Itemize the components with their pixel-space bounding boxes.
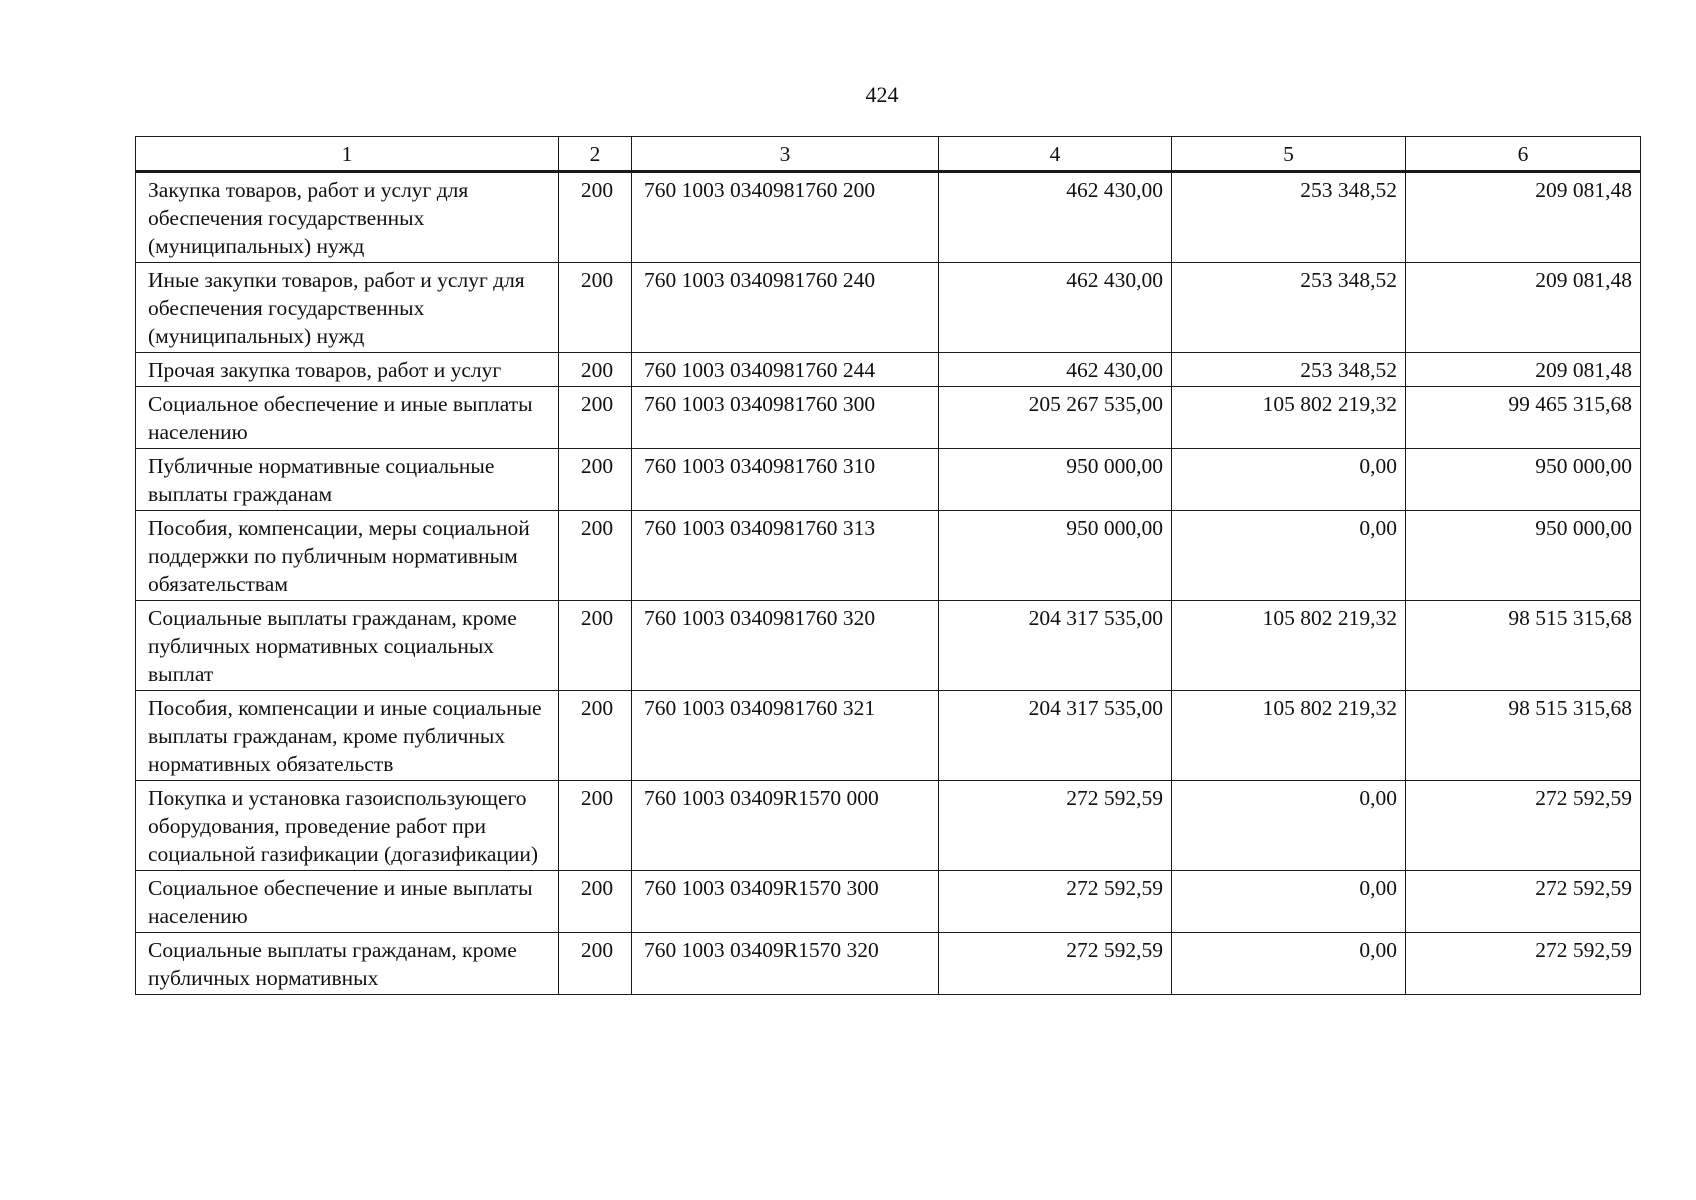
- row-value6-cell: 272 592,59: [1406, 781, 1641, 871]
- row-value4-cell: 462 430,00: [939, 172, 1172, 263]
- row-col2-cell: 200: [559, 601, 632, 691]
- row-name-cell: Закупка товаров, работ и услуг для обеспечения государственных (муниципальных) нужд: [136, 172, 559, 263]
- table-row: [136, 691, 1641, 781]
- table-row: [136, 172, 1641, 263]
- row-code-cell: 760 1003 03409R1570 000: [632, 781, 939, 871]
- row-col2-cell: 200: [559, 511, 632, 601]
- row-value4-cell: 204 317 535,00: [939, 691, 1172, 781]
- row-name-cell: Социальные выплаты гражданам, кроме публичных нормативных: [136, 933, 559, 995]
- row-col2-cell: 200: [559, 387, 632, 449]
- table-row: [136, 781, 1641, 871]
- table-row: [136, 601, 1641, 691]
- column-header-4: 4: [939, 137, 1172, 172]
- table-row: [136, 387, 1641, 449]
- row-value4-cell: 272 592,59: [939, 781, 1172, 871]
- row-col2-cell: 200: [559, 691, 632, 781]
- row-name-cell: Иные закупки товаров, работ и услуг для обеспечения государственных (муниципальных) нужд: [136, 263, 559, 353]
- table-header-row: [136, 137, 1641, 172]
- row-col2-cell: 200: [559, 263, 632, 353]
- row-code-cell: 760 1003 03409R1570 320: [632, 933, 939, 995]
- table-row: [136, 933, 1641, 995]
- row-value5-cell: 253 348,52: [1172, 263, 1406, 353]
- row-value4-cell: 205 267 535,00: [939, 387, 1172, 449]
- column-header-6: 6: [1406, 137, 1641, 172]
- row-value6-cell: 98 515 315,68: [1406, 691, 1641, 781]
- row-code-cell: 760 1003 0340981760 320: [632, 601, 939, 691]
- row-value5-cell: 105 802 219,32: [1172, 691, 1406, 781]
- row-col2-cell: 200: [559, 871, 632, 933]
- row-value4-cell: 272 592,59: [939, 871, 1172, 933]
- row-col2-cell: 200: [559, 933, 632, 995]
- row-col2-cell: 200: [559, 449, 632, 511]
- row-value5-cell: 0,00: [1172, 449, 1406, 511]
- page-number: 424: [865, 82, 899, 107]
- row-value5-cell: 253 348,52: [1172, 172, 1406, 263]
- row-value6-cell: 272 592,59: [1406, 871, 1641, 933]
- row-name-cell: Пособия, компенсации, меры социальной поддержки по публичным нормативным обязательствам: [136, 511, 559, 601]
- row-code-cell: 760 1003 0340981760 200: [632, 172, 939, 263]
- table-row: [136, 449, 1641, 511]
- row-value6-cell: 209 081,48: [1406, 353, 1641, 387]
- row-value4-cell: 272 592,59: [939, 933, 1172, 995]
- column-header-2: 2: [559, 137, 632, 172]
- row-value4-cell: 204 317 535,00: [939, 601, 1172, 691]
- row-name-cell: Социальные выплаты гражданам, кроме публичных нормативных социальных выплат: [136, 601, 559, 691]
- table-row: [136, 511, 1641, 601]
- row-value6-cell: 209 081,48: [1406, 263, 1641, 353]
- row-value4-cell: 950 000,00: [939, 511, 1172, 601]
- budget-table: [135, 136, 1641, 995]
- table-row: [136, 353, 1641, 387]
- row-value5-cell: 0,00: [1172, 511, 1406, 601]
- row-code-cell: 760 1003 0340981760 300: [632, 387, 939, 449]
- row-value5-cell: 105 802 219,32: [1172, 387, 1406, 449]
- row-value4-cell: 462 430,00: [939, 353, 1172, 387]
- row-name-cell: Пособия, компенсации и иные социальные выплаты гражданам, кроме публичных нормативных обязательств: [136, 691, 559, 781]
- row-code-cell: 760 1003 0340981760 310: [632, 449, 939, 511]
- row-value5-cell: 0,00: [1172, 933, 1406, 995]
- row-value5-cell: 0,00: [1172, 781, 1406, 871]
- row-code-cell: 760 1003 03409R1570 300: [632, 871, 939, 933]
- table-row: [136, 871, 1641, 933]
- row-code-cell: 760 1003 0340981760 244: [632, 353, 939, 387]
- row-value4-cell: 950 000,00: [939, 449, 1172, 511]
- row-col2-cell: 200: [559, 353, 632, 387]
- table-row: [136, 263, 1641, 353]
- row-code-cell: 760 1003 0340981760 240: [632, 263, 939, 353]
- row-col2-cell: 200: [559, 172, 632, 263]
- row-value6-cell: 209 081,48: [1406, 172, 1641, 263]
- row-col2-cell: 200: [559, 781, 632, 871]
- column-header-3: 3: [632, 137, 939, 172]
- row-name-cell: Прочая закупка товаров, работ и услуг: [136, 353, 559, 387]
- row-name-cell: Публичные нормативные социальные выплаты гражданам: [136, 449, 559, 511]
- row-code-cell: 760 1003 0340981760 313: [632, 511, 939, 601]
- row-value5-cell: 253 348,52: [1172, 353, 1406, 387]
- row-value6-cell: 950 000,00: [1406, 511, 1641, 601]
- column-header-1: 1: [136, 137, 559, 172]
- row-value6-cell: 99 465 315,68: [1406, 387, 1641, 449]
- row-value4-cell: 462 430,00: [939, 263, 1172, 353]
- row-value6-cell: 950 000,00: [1406, 449, 1641, 511]
- row-code-cell: 760 1003 0340981760 321: [632, 691, 939, 781]
- row-value6-cell: 98 515 315,68: [1406, 601, 1641, 691]
- row-name-cell: Социальное обеспечение и иные выплаты населению: [136, 387, 559, 449]
- row-value5-cell: 105 802 219,32: [1172, 601, 1406, 691]
- row-value6-cell: 272 592,59: [1406, 933, 1641, 995]
- column-header-5: 5: [1172, 137, 1406, 172]
- row-name-cell: Покупка и установка газоиспользующего оборудования, проведение работ при социальной газификации (догазификации): [136, 781, 559, 871]
- row-name-cell: Социальное обеспечение и иные выплаты населению: [136, 871, 559, 933]
- row-value5-cell: 0,00: [1172, 871, 1406, 933]
